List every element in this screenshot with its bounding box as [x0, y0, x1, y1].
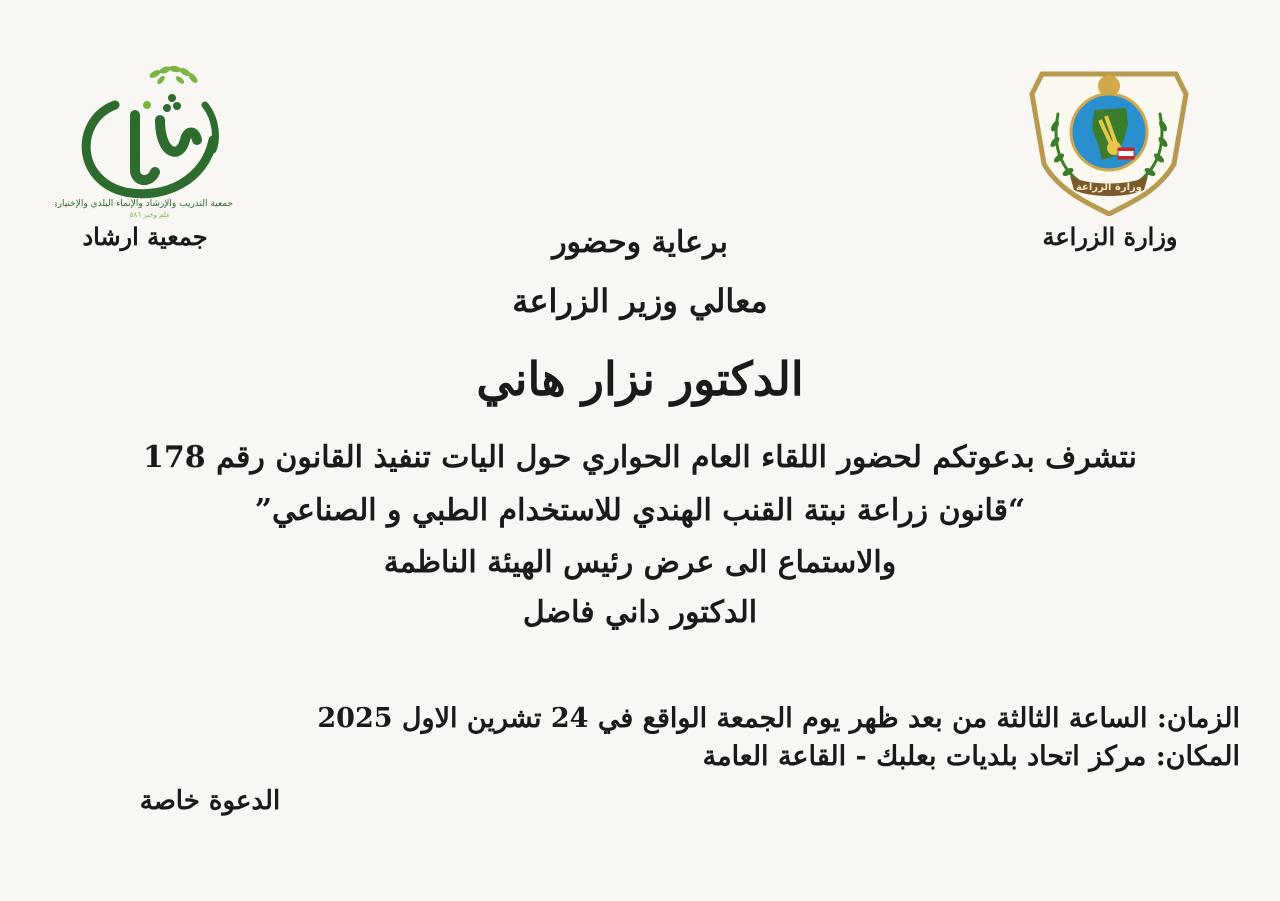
minister-title: معالي وزير الزراعة [512, 282, 768, 320]
private-invitation-note: الدعوة خاصة [139, 786, 281, 816]
speaker-name: الدكتور داني فاضل [522, 595, 758, 630]
irshad-tagline: جمعية التدريب والإرشاد والإنماء البلدي والإختياري [55, 199, 233, 209]
irshad-logo [55, 60, 245, 220]
invitation-text: نتشرف بدعوتكم لحضور اللقاء العام الحواري حول اليات تنفيذ القانون رقم 178 [143, 440, 1137, 475]
ministry-seal-graphic [1028, 64, 1190, 216]
ministry-of-agriculture-logo [1028, 64, 1190, 216]
listen-text: والاستماع الى عرض رئيس الهيئة الناظمة [383, 545, 897, 580]
irshad-logo-graphic [55, 60, 245, 220]
event-place: المكان: مركز اتحاد بلديات بعلبك - القاعة العامة [702, 741, 1240, 772]
event-details [317, 700, 1240, 776]
ministry-name: وزارة الزراعة [1042, 222, 1178, 251]
patronage-line: برعاية وحضور [552, 225, 728, 260]
irshad-license: علم وخبر ٥٨٦ [129, 211, 171, 219]
law-title: “قانون زراعة نبتة القنب الهندي للاستخدام الطبي و الصناعي” [254, 493, 1026, 528]
minister-name: الدكتور نزار هاني [476, 352, 804, 406]
irshad-association-name: جمعية ارشاد [82, 222, 208, 251]
seal-text: وزارة الزراعة [1075, 182, 1143, 193]
event-time: الزمان: الساعة الثالثة من بعد ظهر يوم الجمعة الواقع في 24 تشرين الاول 2025 [317, 703, 1240, 734]
